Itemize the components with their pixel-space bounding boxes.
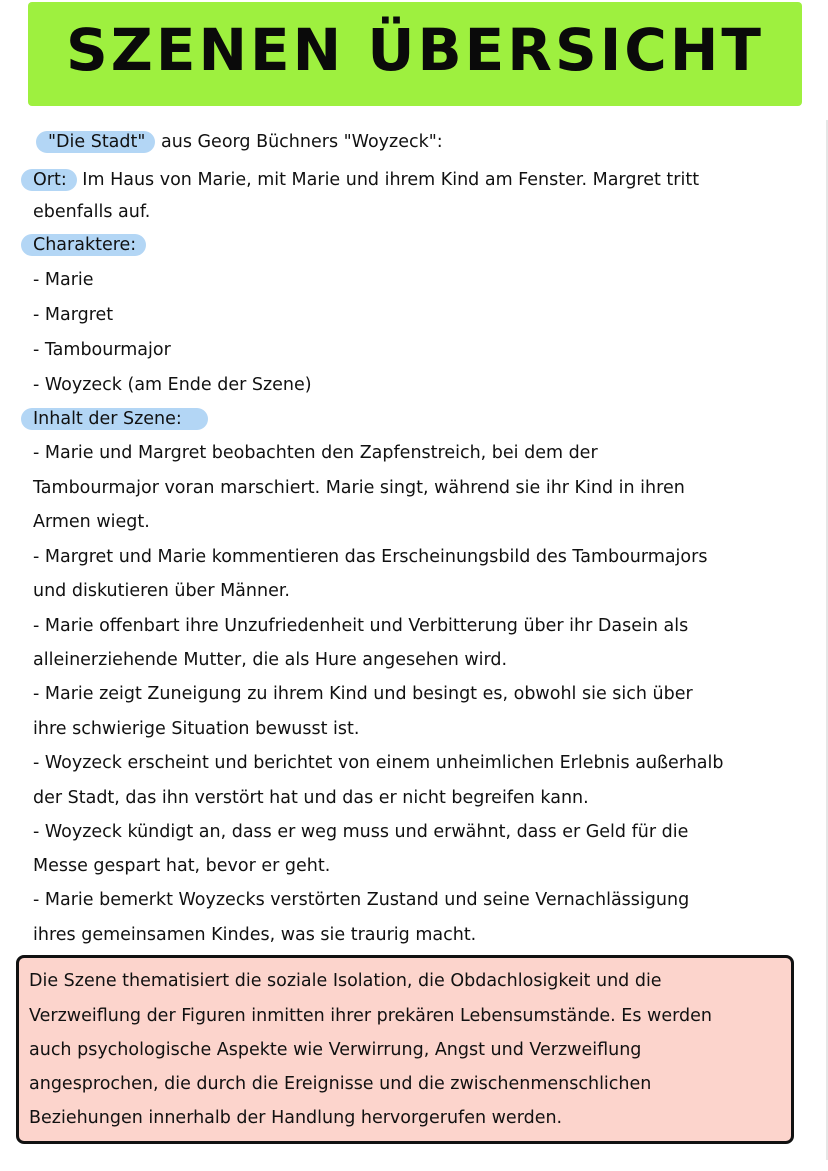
summary-line: Beziehungen innerhalb der Handlung hervorgerufen werden. (29, 1108, 563, 1128)
character-item: - Margret (33, 305, 114, 325)
content-line: Armen wiegt. (33, 512, 150, 532)
character-item: - Woyzeck (am Ende der Szene) (33, 375, 312, 395)
content-line: alleinerziehende Mutter, die als Hure angesehen wird. (33, 650, 508, 670)
ort-text: Im Haus von Marie, mit Marie und ihrem Kind am Fenster. Margret tritt (76, 170, 700, 190)
content-line: - Marie bemerkt Woyzecks verstörten Zustand und seine Vernachlässigung (33, 890, 690, 910)
content-line: - Woyzeck kündigt an, dass er weg muss und erwähnt, dass er Geld für die (33, 822, 689, 842)
content-line: - Woyzeck erscheint und berichtet von einem unheimlichen Erlebnis außerhalb (33, 753, 724, 773)
intro-line (48, 130, 443, 154)
content-label: Inhalt der Szene: (21, 408, 208, 430)
scene-name-highlight: "Die Stadt" (36, 131, 155, 153)
content-line: der Stadt, das ihn verstört hat und das er nicht begreifen kann. (33, 788, 589, 808)
content-line: - Margret und Marie kommentieren das Erscheinungsbild des Tambourmajors (33, 547, 708, 567)
summary-line: auch psychologische Aspekte wie Verwirrung, Angst und Verzweiflung (29, 1040, 642, 1060)
content-line: - Marie offenbart ihre Unzufriedenheit und Verbitterung über ihr Dasein als (33, 616, 689, 636)
ort-line (33, 168, 699, 192)
content-line: Messe gespart hat, bevor er geht. (33, 856, 331, 876)
ort-label: Ort: (21, 169, 77, 191)
page-title: SZENEN ÜBERSICHT (66, 16, 764, 84)
content-line: - Marie und Margret beobachten den Zapfenstreich, bei dem der (33, 443, 598, 463)
characters-heading (33, 233, 146, 257)
content-line: ihres gemeinsamen Kindes, was sie traurig macht. (33, 925, 477, 945)
content-line: Tambourmajor voran marschiert. Marie singt, während sie ihr Kind in ihren (33, 478, 685, 498)
content-heading (33, 407, 208, 431)
summary-box (16, 955, 794, 1144)
content-line: und diskutieren über Männer. (33, 581, 290, 601)
ort-line-2: ebenfalls auf. (33, 202, 151, 222)
characters-label: Charaktere: (21, 234, 146, 256)
title-banner (28, 2, 802, 106)
summary-line: angesprochen, die durch die Ereignisse und die zwischenmenschlichen (29, 1074, 652, 1094)
content-line: - Marie zeigt Zuneigung zu ihrem Kind und besingt es, obwohl sie sich über (33, 684, 693, 704)
character-item: - Tambourmajor (33, 340, 171, 360)
summary-line: Die Szene thematisiert die soziale Isolation, die Obdachlosigkeit und die (29, 971, 662, 991)
intro-text: aus Georg Büchners "Woyzeck": (155, 132, 443, 152)
content-line: ihre schwierige Situation bewusst ist. (33, 719, 360, 739)
character-item: - Marie (33, 270, 94, 290)
summary-line: Verzweiflung der Figuren inmitten ihrer prekären Lebensumstände. Es werden (29, 1006, 712, 1026)
